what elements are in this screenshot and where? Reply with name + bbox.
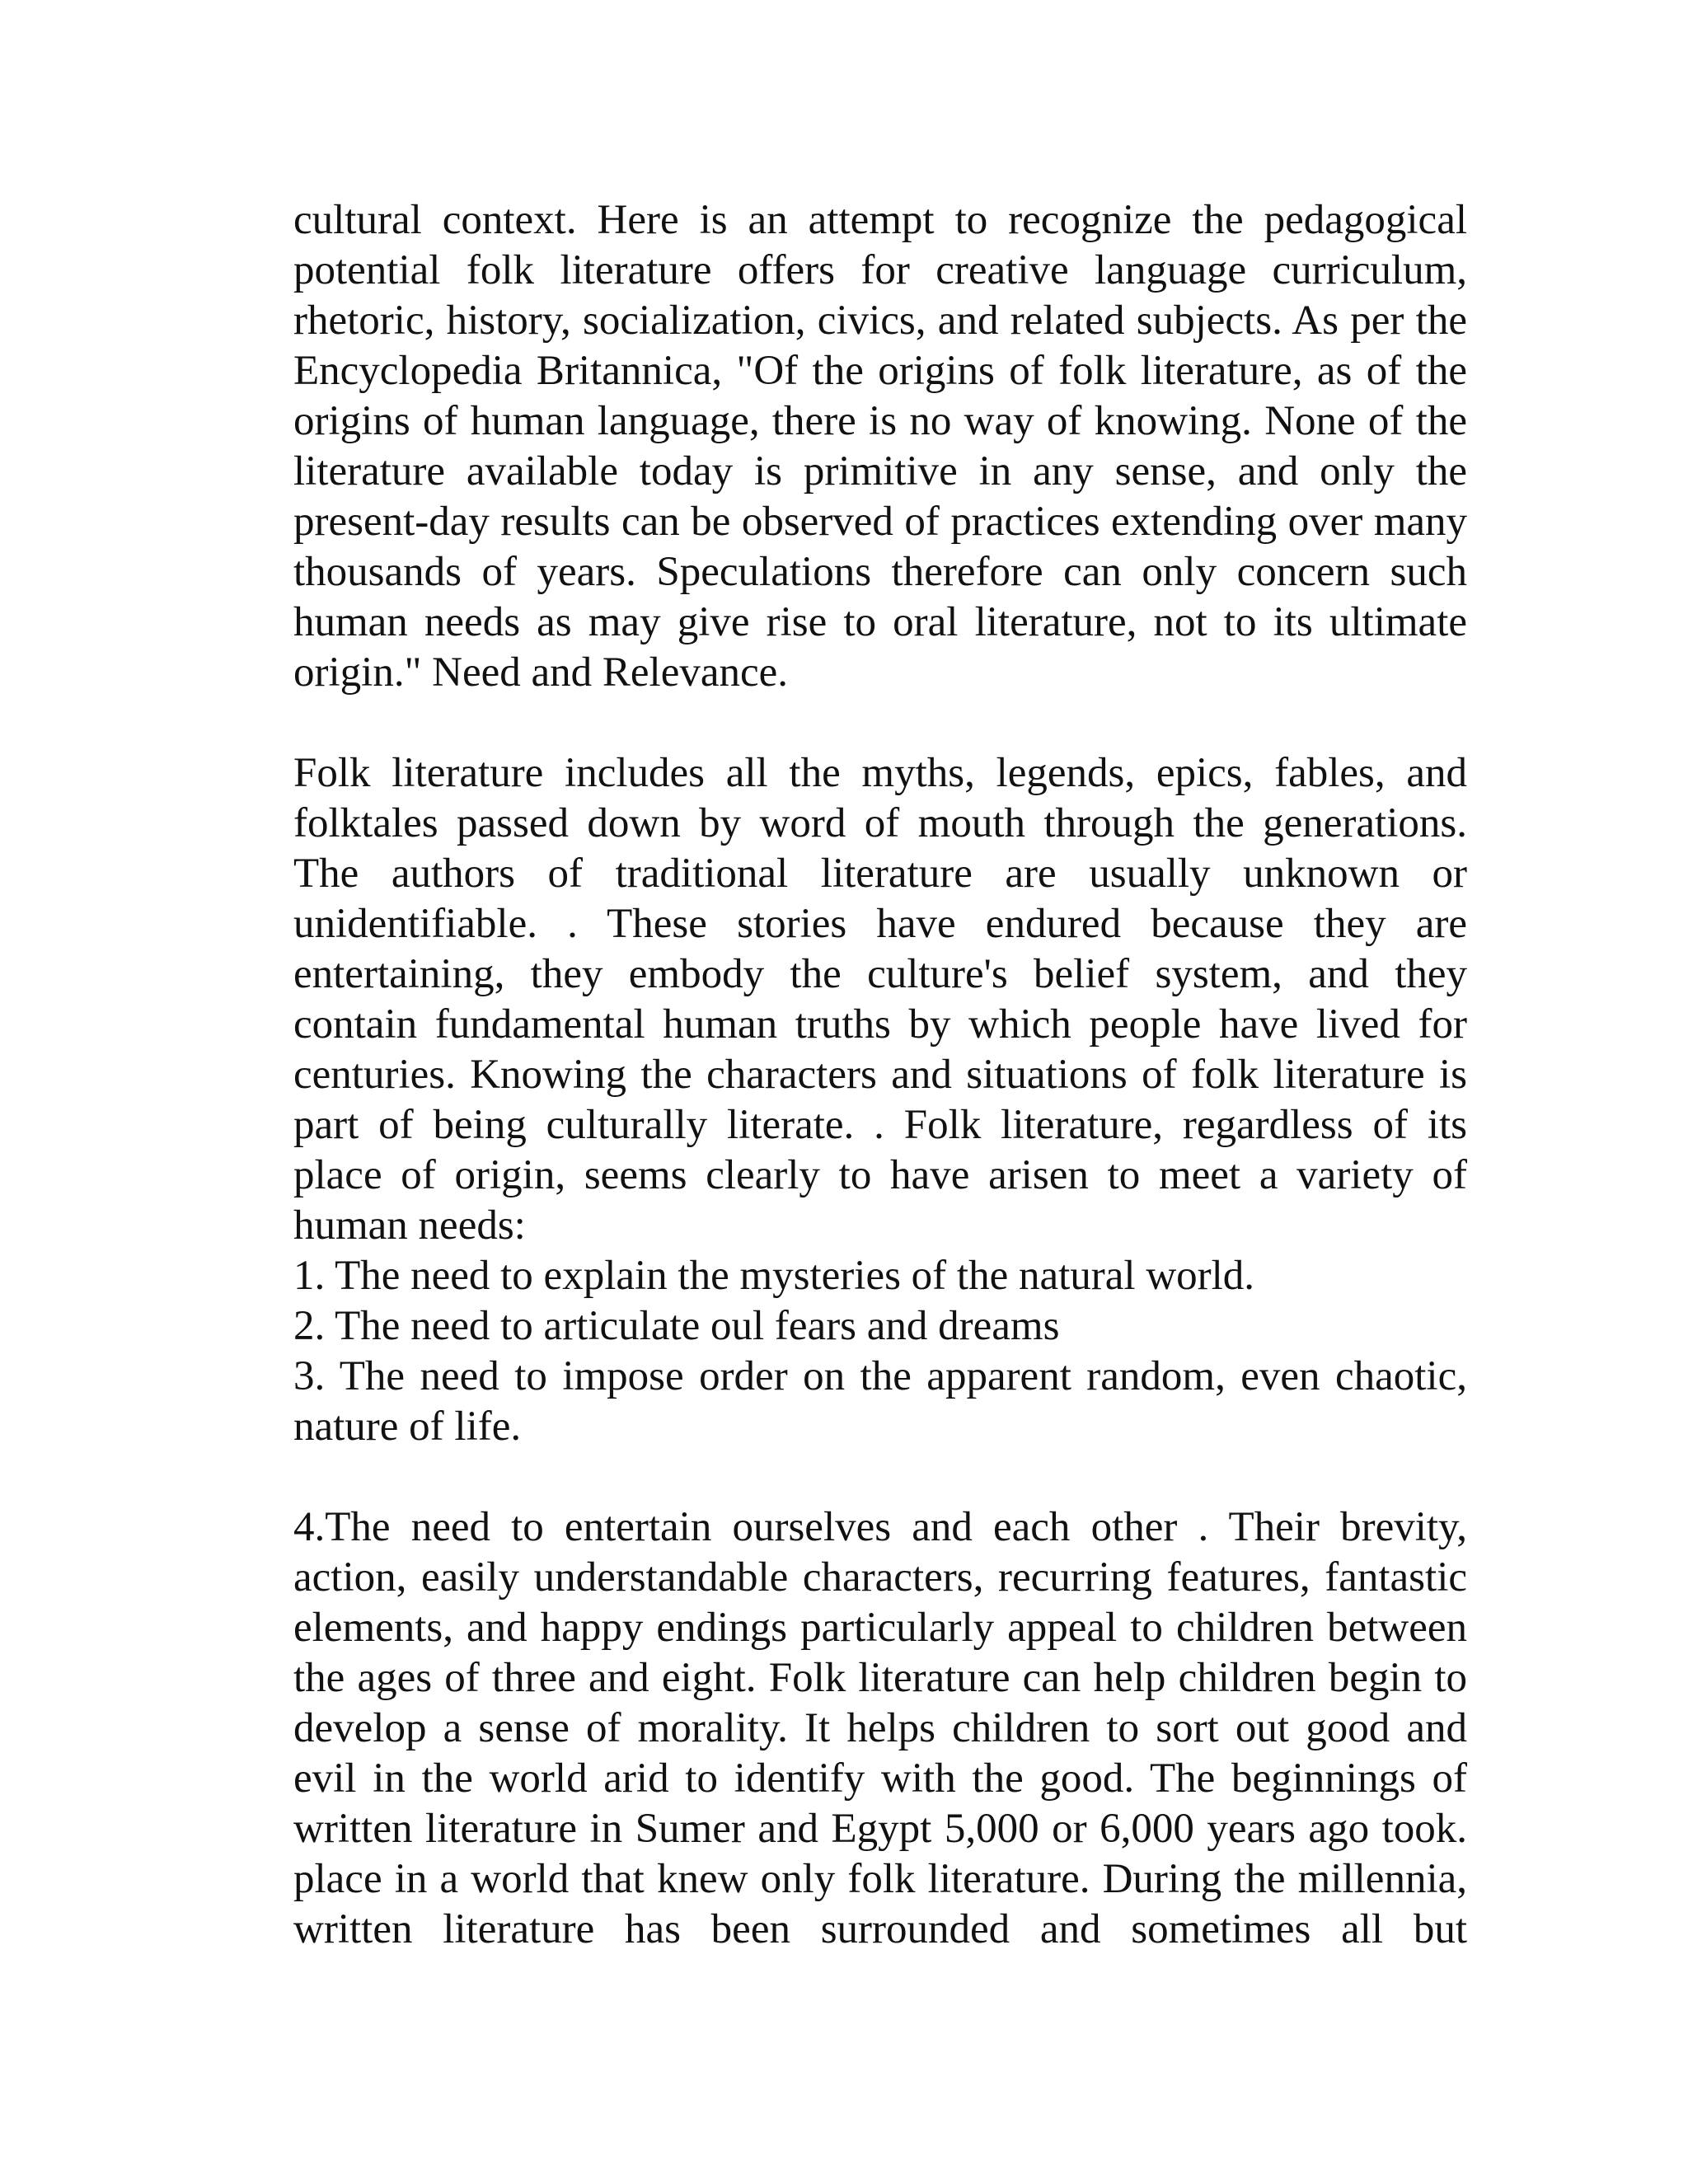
paragraph-folk-literature-definition: Folk literature includes all the myths, legends, epics, fables, and folktales passed down by word of mouth through the generations. The authors of traditional literature are usually unknown or unidentifiable. . These stories have endured because they are entertaining, they embody the culture's belief system, and they contain fundamental human truths by which people have lived for centuries. Knowing the characters and situations of folk literature is part of being culturally literate. . Folk literature, regardless of its place of origin, seems clearly to have arisen to meet a variety of human needs: <box>293 750 1467 1249</box>
list-item-need-3: 3. The need to impose order on the apparent random, even chaotic, nature of life. <box>293 1353 1467 1450</box>
paragraph-cultural-context: cultural context. Here is an attempt to recognize the pedagogical potential folk literature offers for creative language curriculum, rhetoric, history, socialization, civics, and related subjects. As per the Encyclopedia Britannica, "Of the origins of folk literature, as of the origins of human language, there is no way of knowing. None of the literature available today is primitive in any sense, and only the present-day results can be observed of practices extending over many thousands of years. Speculations therefore can only concern such human needs as may give rise to oral literature, not to its ultimate origin." Need and Relevance. <box>293 197 1467 696</box>
paragraph-spacer <box>293 698 1467 748</box>
list-item-need-2: 2. The need to articulate oul fears and dreams <box>293 1303 1060 1349</box>
paragraph-spacer <box>293 1452 1467 1502</box>
document-body <box>293 195 1467 1955</box>
paragraph-need-to-entertain: 4.The need to entertain ourselves and each other . Their brevity, action, easily understandable characters, recurring features, fantastic elements, and happy endings particularly appeal to children between the ages of three and eight. Folk literature can help children begin to develop a sense of morality. It helps children to sort out good and evil in the world arid to identify with the good. The beginnings of written literature in Sumer and Egypt 5,000 or 6,000 years ago took. place in a world that knew only folk literature. During the millennia, written literature has been surrounded and sometimes all but <box>293 1504 1467 1952</box>
list-item-need-1: 1. The need to explain the mysteries of the natural world. <box>293 1253 1255 1299</box>
